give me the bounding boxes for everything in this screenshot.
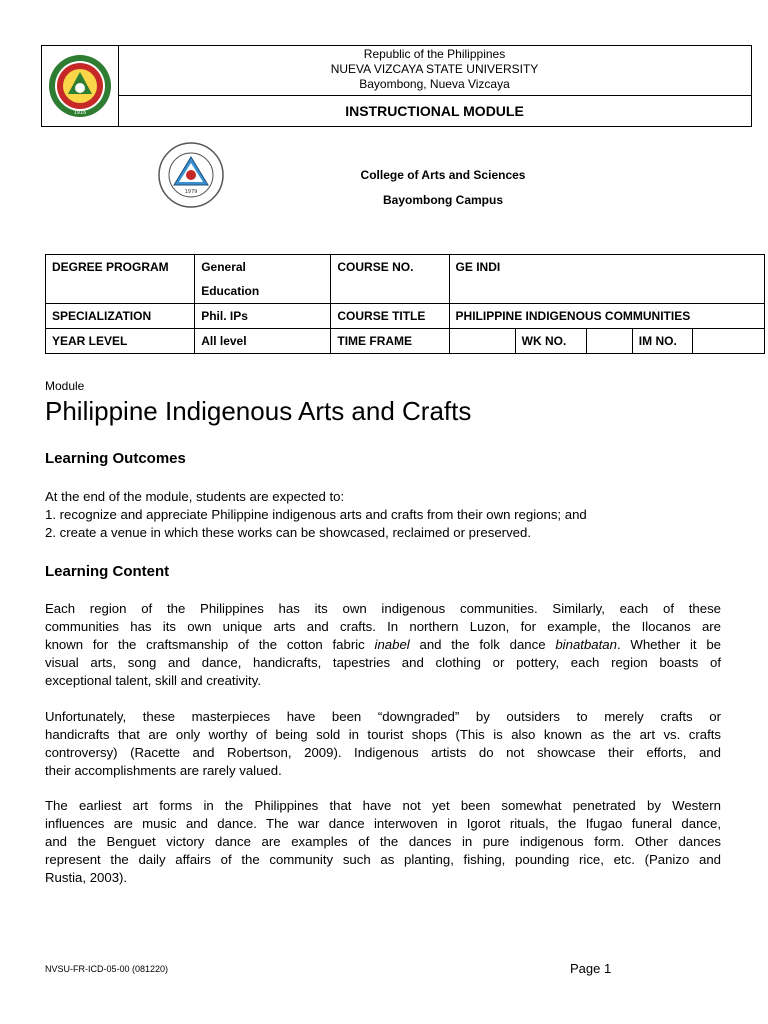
- paragraph-1: Each region of the Philippines has its own indigenous communities. Similarly, each of these communities has its own unique arts and crafts. In northern Luzon, for example, the Ilocanos are known for the craftsmanship of the cotton fabric inabel and the folk dance binatbatan. Whether it be visual arts, song and dance, handicrafts, tapestries and clothing or pottery, each region boasts of exceptional talent, skill and creativity.: [45, 601, 722, 688]
- university-seal-cell: [42, 46, 119, 126]
- table-row: [46, 329, 765, 354]
- college-name: College of Arts and Sciences: [360, 168, 526, 182]
- course-title-label: COURSE TITLE: [331, 304, 449, 329]
- header-box: [41, 45, 752, 127]
- course-no-label: COURSE NO.: [331, 255, 449, 304]
- time-frame-label: TIME FRAME: [331, 329, 449, 354]
- module-label: Module: [45, 379, 85, 393]
- specialization-label: SPECIALIZATION: [46, 304, 195, 329]
- degree-program-label: DEGREE PROGRAM: [46, 255, 195, 304]
- doc-type: INSTRUCTIONAL MODULE: [345, 103, 524, 119]
- university-name: NUEVA VIZCAYA STATE UNIVERSITY: [330, 62, 539, 76]
- seal-year: 1916: [73, 110, 87, 116]
- paragraph-2: Unfortunately, these masterpieces have been “downgraded” by outsiders to merely crafts or handicrafts that are only worthy of being sold in tourist shops (This is also known as the art vs. crafts controversy) (Racette and Robertson, 2009). Indigenous artists do not showcase their efforts, and their accomplishments are rarely valued.: [45, 709, 721, 778]
- wk-no-label: WK NO.: [515, 329, 586, 354]
- term-binatbatan: binatbatan: [555, 637, 617, 652]
- form-code: NVSU-FR-ICD-05-00 (081220): [45, 964, 169, 974]
- learning-content-heading: Learning Content: [45, 563, 170, 580]
- college-seal-icon: [158, 142, 224, 208]
- header-text: [118, 46, 751, 96]
- year-level-label: YEAR LEVEL: [46, 329, 195, 354]
- table-row: [46, 255, 765, 304]
- im-no-value: [692, 329, 764, 354]
- specialization-value: Phil. IPs: [195, 304, 331, 329]
- list-item: 2. create a venue in which these works can be showcased, reclaimed or preserved.: [45, 525, 531, 540]
- list-item: 1. recognize and appreciate Philippine indigenous arts and crafts from their own regions; and: [45, 507, 587, 522]
- course-info-table: [45, 254, 765, 354]
- college-seal-year: 1979: [184, 189, 198, 195]
- time-frame-value: [449, 329, 515, 354]
- year-level-value: All level: [195, 329, 331, 354]
- location-line: Bayombong, Nueva Vizcaya: [359, 77, 510, 91]
- university-seal-icon: [48, 54, 112, 118]
- campus-name: Bayombong Campus: [382, 193, 503, 207]
- page-number: Page 1: [570, 961, 612, 976]
- paragraph-3: The earliest art forms in the Philippines that have not yet been somewhat penetrated by Western influences are music and dance. The war dance interwoven in Igorot rituals, the Ifugao funeral dance, and the Benguet victory dance are examples of the dances in pure indigenous form. Other dances represent the daily affairs of the community such as planting, fishing, pounding rice, etc. (Panizo and Rustia, 2003).: [45, 798, 721, 885]
- outcomes-intro: At the end of the module, students are expected to:: [45, 489, 345, 504]
- im-no-label: IM NO.: [632, 329, 692, 354]
- learning-outcomes-heading: Learning Outcomes: [45, 450, 186, 467]
- term-inabel: inabel: [374, 637, 410, 652]
- wk-no-value: [586, 329, 632, 354]
- table-row: [46, 304, 765, 329]
- module-title: Philippine Indigenous Arts and Crafts: [45, 396, 472, 426]
- course-title-value: PHILIPPINE INDIGENOUS COMMUNITIES: [449, 304, 764, 329]
- course-no-value: GE INDI: [449, 255, 764, 304]
- republic-line: Republic of the Philippines: [363, 47, 506, 61]
- learning-outcomes-list: [45, 488, 587, 542]
- degree-program-value: General Education: [195, 255, 331, 304]
